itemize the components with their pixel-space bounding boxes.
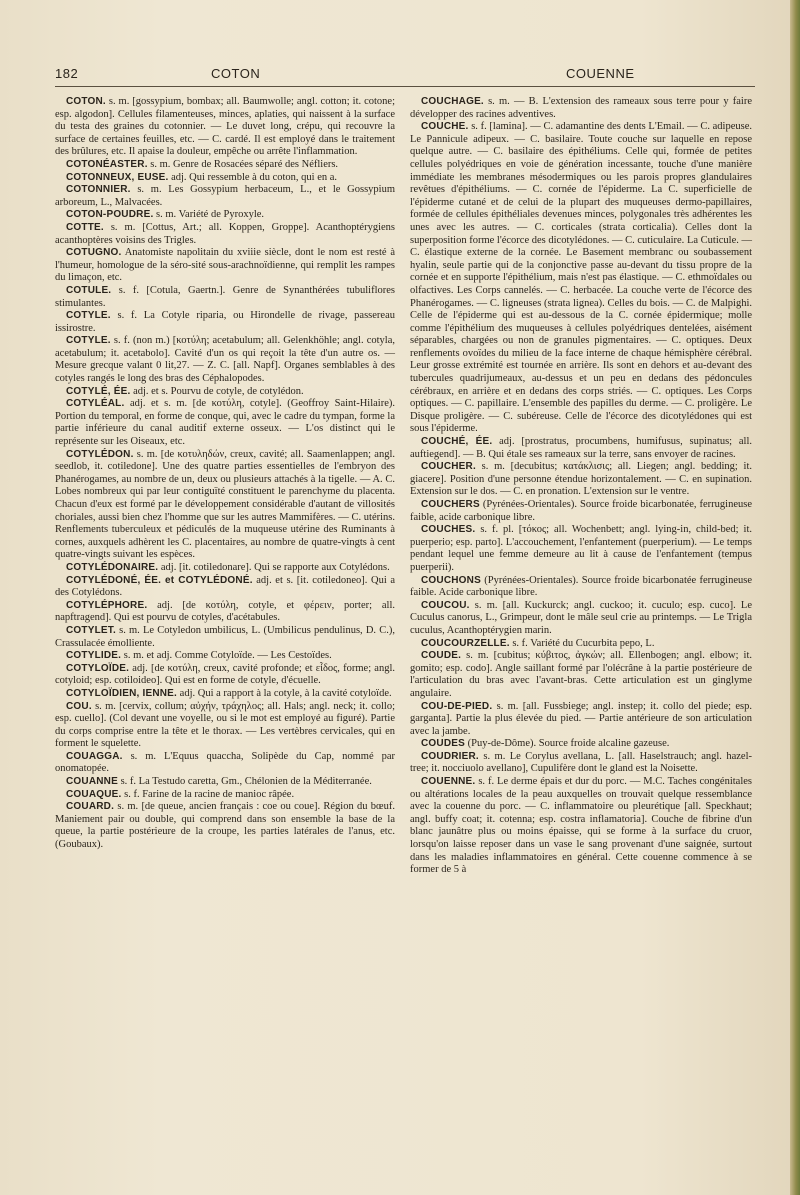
entry-headword: COUCOU. (421, 599, 470, 611)
entry-definition: s. m. Genre de Rosacées séparé des Néfliers. (147, 158, 339, 170)
entry-headword: COUAQUE. (66, 788, 122, 800)
entry-definition: s. m. [cubitus; κύβιτος, ἀγκών; all. Ellenbogen; angl. elbow; it. gomito; esp. codo]. Angle saillant formé par l'olécrâne à la partie postérieure de l'articulation du bras avec l'avant-bras. Cette articulation est un ginglyme angulaire. (410, 650, 752, 699)
dictionary-entry (55, 386, 395, 399)
entry-headword: COU. (66, 700, 92, 712)
entry-headword: COUENNE. (421, 776, 476, 788)
right-running-head: COUENNE (566, 66, 635, 81)
entry-definition: adj. et s. Pourvu de cotyle, de cotylédon. (130, 385, 304, 397)
dictionary-entry (410, 121, 752, 436)
dictionary-entry (410, 436, 752, 461)
dictionary-entry (55, 701, 395, 751)
entry-headword: COTYLÉPHORE. (66, 599, 148, 611)
entry-headword: COTON. (66, 96, 106, 107)
entry-headword: COTYLÉAL. (66, 398, 125, 410)
entry-definition: adj. Qui a rapport à la cotyle, à la cavité cotyloïde. (177, 687, 392, 699)
dictionary-entry (410, 575, 752, 600)
entry-headword: COUAGGA. (66, 750, 123, 762)
entry-definition: s. f. Farine de la racine de manioc râpée. (121, 788, 295, 800)
dictionary-entry (55, 335, 395, 385)
entry-definition: adj. Qui ressemble à du coton, qui en a. (168, 171, 338, 183)
entry-headword: COTUGNO. (66, 247, 122, 259)
dictionary-entry (55, 688, 395, 701)
entry-definition: adj. et s. m. [de κοτύλη, cotyle]. (Geoffroy Saint-Hilaire). Portion du temporal, en forme de conque, qui, avec le cadre du tympan, forme la partie inférieure du canal auditif externe osseux. — L'os distinct qui le représente sur les Oiseaux, etc. (55, 398, 395, 448)
dictionary-entry (55, 96, 395, 159)
entry-definition: s. f. La Testudo caretta, Gm., Chélonien de la Méditerranée. (117, 776, 372, 788)
entry-headword: COUCHÉ, ÉE. (421, 436, 493, 448)
entry-headword: COTTE. (66, 221, 104, 233)
dictionary-entry (410, 776, 752, 877)
entry-definition: s. m. [decubitus; κατάκλισις; all. Liegen; angl. bedding; it. giacere]. Position d'une personne étendue horizontalement. — C. en supination. Extension sur le dos. — C. en pronation. L'extension sur le ventre. (410, 461, 752, 498)
dictionary-entry (55, 449, 395, 562)
entry-headword: COTYLOÏDE. (66, 662, 130, 674)
dictionary-entry (410, 738, 752, 751)
dictionary-entry (55, 562, 395, 575)
entry-definition: adj. et s. [it. cotiledoneo]. Qui a des Cotylédons. (55, 574, 395, 599)
entry-headword: COTYLE. (66, 335, 111, 347)
entry-headword: COUDE. (421, 650, 462, 662)
entry-definition: (Puy-de-Dôme). Source froide alcaline gazeuse. (464, 738, 670, 750)
dictionary-entry (55, 222, 395, 247)
dictionary-entry (410, 461, 752, 499)
dictionary-entry (55, 650, 395, 663)
entry-headword: COTONNEUX, EUSE. (66, 171, 169, 183)
dictionary-entry (55, 600, 395, 625)
entry-definition: s. m. [cervix, collum; αὐχήν, τράχηλος; all. Hals; angl. neck; it. collo; esp. cuello]. (Col devant une voyelle, ou si le mot est employé au figuré). Partie du corps comprise entre la tête et le thorax. — Les vertèbres cervicales, qui en forment le squelette. (55, 700, 395, 750)
dictionary-entry (410, 524, 752, 574)
entry-definition: s. m. L'Equus quaccha, Solipède du Cap, nommé par onomatopée. (55, 750, 395, 775)
entry-headword: COTYLOÏDIEN, IENNE. (66, 687, 178, 699)
left-running-head: COTON (211, 66, 261, 81)
entry-definition: s. m. [de κοτυληδών, creux, cavité; all. Saamenlappen; angl. seedlob, it. cotiledone]. Une des quatre parties essentielles de l'embryon des Phanérogames, au nombre de un, deux ou plusieurs attachés à la tigelle. — A. C. Lobes nombreux qui par leur contiguïté constituent le parenchyme du placenta. Chacun d'eux est formé par le développement considérable d'autant de villosités choriales, aussi bien chez l'homme que sur les autres Mammifères. — C. utérins. Renflements tuberculeux et pédiculés de la muqueuse utérine des Ruminants à cornes, auxquels adhèrent les C. placentaires, au nombre de quatre-vingts à cent quatre-vingts suivant les espèces. (55, 448, 395, 561)
entry-definition: s. m. [all. Fussbiege; angl. instep; it. collo del piede; esp. garganta]. Partie la plus élevée du pied. — Partie antérieure de son articulation avec la jambe. (410, 700, 752, 737)
entry-headword: COUCHES. (421, 524, 476, 536)
entry-definition: s. f. Le derme épais et dur du porc. — M.C. Taches congénitales ou altérations locales de la peau auxquelles on trouvait quelque ressemblance avec la couenne du porc. — C. inflammatoire ou pleurétique [all. Speckhaut; angl. buffy coat; it. cotenna; esp. costra inflamatoria]. Couche de fibrine d'un blanc jaunâtre plus ou moins épaisse, qui se forme à la surface du cruor, lorsqu'on laisse reposer dans un vase le sang provenant d'une saignée, surtout dans les maladies inflammatoires en général. Cette couenne commence à se former de 5 à (410, 776, 752, 876)
entry-definition: s. m. Le Corylus avellana, L. [all. Haselstrauch; angl. hazel-tree; it. nocciuolo avellano], Cupulifère dont le gland est la Noisette. (410, 750, 752, 775)
entry-headword: COUDES (421, 738, 465, 750)
entry-definition: (Pyrénées-Orientales). Source froide bicarbonatée ferrugineuse faible. Acide carbonique libre. (410, 574, 752, 599)
dictionary-entry (410, 751, 752, 776)
entry-headword: COTYLET. (66, 624, 116, 636)
entry-headword: COUARD. (66, 801, 115, 813)
entry-headword: COTYLÉDONAIRE. (66, 561, 159, 573)
dictionary-entry (55, 575, 395, 600)
dictionary-entry (410, 701, 752, 739)
entry-headword: COUCHAGE. (421, 96, 484, 107)
entry-headword: COUCOURZELLE. (421, 637, 510, 649)
dictionary-entry (55, 751, 395, 776)
dictionary-entry (55, 801, 395, 851)
entry-definition: s. f. [Cotula, Gaertn.]. Genre de Synanthérées tubuliflores stimulantes. (55, 284, 395, 309)
dictionary-entry (410, 600, 752, 638)
dictionary-entry (55, 247, 395, 285)
dictionary-entry (55, 663, 395, 688)
entry-headword: COTON-POUDRE. (66, 209, 154, 221)
entry-definition: s. m. [gossypium, bombax; all. Baumwolle; angl. cotton; it. cotone; esp. algodon]. Cellules filamenteuses, minces, aplaties, qui naissent à la surface du testa des graines du cotonnier. — Le duvet long, crépu, qui recouvre la surface de certaines feuilles, etc. — C. cardé. Il est employé dans le traitement des brûlures, etc. Il apaise la douleur, empêche ou arrête l'inflammation. (55, 96, 395, 158)
entry-definition: s. f. La Cotyle riparia, ou Hirondelle de rivage, passereau issirostre. (55, 310, 395, 334)
page-number: 182 (55, 66, 79, 81)
entry-definition: (Pyrénées-Orientales). Source froide bicarbonatée, ferrugineuse faible, acide carbonique libre. (410, 499, 752, 523)
entry-definition: s. m. Le Cotyledon umbilicus, L. (Umbilicus pendulinus, D. C.), Crassulacée émolliente. (55, 624, 395, 649)
dictionary-entry (55, 285, 395, 310)
dictionary-entry (410, 638, 752, 651)
running-header (55, 66, 755, 88)
entry-headword: COUCHE. (421, 121, 469, 133)
entry-headword: COUCHERS (421, 499, 480, 510)
dictionary-entry (410, 96, 752, 121)
entry-headword: COTONÉASTER. (66, 158, 148, 170)
entry-headword: COTYLE. (66, 310, 111, 322)
entry-definition: s. f. pl. [τόκος; all. Wochenbett; angl. lying-in, child-bed; it. puerperio; esp. parto]. L'accouchement, l'enfantement (puerperium). — Le temps pendant lequel une femme demeure au lit à cause de l'enfantement (tempus puerperii). (410, 524, 752, 573)
entry-definition: s. m. et adj. Comme Cotyloïde. — Les Cestoïdes. (121, 650, 332, 662)
dictionary-entry (55, 172, 395, 185)
entry-headword: COTYLIDE. (66, 650, 122, 662)
entry-definition: s. m. Variété de Pyroxyle. (153, 209, 265, 221)
entry-definition: s. m. [Cottus, Art.; all. Koppen, Groppe]. Acanthoptérygiens acanthoptères voisins des Trigles. (55, 221, 395, 246)
entry-definition: adj. [de κοτύλη, cotyle, et φέρειν, porter; all. napftragend]. Qui est pourvu de cotyles, d'acétabules. (55, 599, 395, 624)
entry-definition: s. m. — B. L'extension des rameaux sous terre pour y faire développer des racines adventives. (410, 96, 752, 120)
entry-headword: COUDRIER. (421, 750, 479, 762)
entry-definition: s. m. Les Gossypium herbaceum, L., et le Gossypium arboreum, L., Malvacées. (55, 184, 395, 208)
dictionary-entry (410, 650, 752, 700)
entry-headword: COUCHONS (421, 574, 481, 586)
dictionary-entry (55, 789, 395, 802)
entry-definition: adj. [it. cotiledonare]. Qui se rapporte aux Cotylédons. (158, 561, 390, 573)
entry-definition: s. m. [de queue, ancien français : coe ou coue]. Région du bœuf. Maniement pair ou double, qui comprend dans son ensemble la base de la queue, la partie postérieure de la croupe, les parties latérales de l'anus, etc. (Goubaux). (55, 801, 395, 851)
entry-definition: s. f. [lamina]. — C. adamantine des dents L'Email. — C. adipeuse. Le Pannicule adipeux. — C. basilaire. Toute couche sur laquelle en repose quelque autre. — C. basilaire des épithéliums. Celle qui, formée de petites cellules polyédriques en voie de génération incessante, touche d'une manière immédiate les membranes mésodermiques ou les parois propres glandulaires revêtues d'épithéliums. — C. cornée de l'épiderme. La C. superficielle de l'épiderme cutané et de celui de la plupart des muqueuses dermo-papillaires, formée de cellules épithéliales devenues minces, polygonales très adhérentes les unes avec les autres. — C. corticales (strata corticalia). Celles dont la superposition forme l'écorce des dicotylédones. — C. cuticulaire. La Cuticule. — C. élastique externe de la cornée. Le Basement membranc ou soubassement hyalin, seule partie qui de la conjonctive passe au-devant du tissu propre de la cornée et en supporte l'épithélium, mais n'est pas élastique. — C. ethmoïdales ou olfactives. Les Corps cannelés. — C. herbacée. La couche verte de l'écorce des Phanérogames. — C. ligneuses (strata lignea). Celles du bois. — C. de Malpighi. Celle de l'épiderme qui est au-dessous de la C. cornée épidermique; molle comme l'épithélium des muqueuses à cellules polyédriques dentelées, aisément séparables, chargées ou non de granules pigmentaires. — C. optiques. Deux renflements ovoïdes du milieu de la face interne de chaque hémisphère cérébral. Leur grosse extrémité est tournée en arrière. Ils sont en dehors et au-devant des tubercules quadrijumeaux, au-dessus et un peu en dedans des pédoncules cérébraux, en arrière et en dedans des corps striés. — C. optiques. Les Corps optiques. — C. papillaire. L'ensemble des papilles du derme. — C. proligère. Le Disque proligère. — C. subéreuse. Celle de l'écorce des dicotylédones qui est sous l'épiderme. (410, 121, 752, 435)
entry-definition: s. f. (non m.) [κοτύλη; acetabulum; all. Gelenkhöhle; angl. cotyla, acetabulum; it. acetabolo]. Cavité d'un os qui reçoit la tête d'un autre os. — Mesure grecque valant 0 lit,27. — Z. C. [all. Napf]. Organes semblables à des cotyles rangés le long des bras des Céphalopodes. (55, 335, 395, 385)
dictionary-entry (55, 310, 395, 335)
dictionary-entry (55, 159, 395, 172)
entry-definition: adj. [de κοτύλη, creux, cavité profonde; et εἶδος, forme; angl. cotyloid; esp. cotiloideo]. Qui est en forme de cotyle, d'écuelle. (55, 662, 395, 687)
entry-definition: adj. [prostratus, procumbens, humifusus, supinatus; all. auftiegend]. — B. Qui étale ses rameaux sur la terre, sans envoyer de racines. (410, 436, 752, 460)
dictionary-entry (55, 398, 395, 448)
left-column (55, 96, 395, 852)
dictionary-entry (410, 499, 752, 524)
dictionary-entry (55, 776, 395, 789)
dictionary-entry (55, 184, 395, 209)
entry-headword: COTONNIER. (66, 184, 131, 196)
entry-headword: COUCHER. (421, 461, 476, 473)
dictionary-entry (55, 625, 395, 650)
entry-definition: s. f. Variété du Cucurbita pepo, L. (509, 637, 655, 649)
page-edge (790, 0, 800, 1195)
entry-definition: s. m. [all. Kuckurck; angl. cuckoo; it. cuculo; esp. cuco]. Le Cuculus canorus, L., Grimpeur, dont le mâle seul crie au printemps. — Le Trigla cuculus, Acanthoptérygien marin. (410, 599, 752, 636)
dictionary-entry (55, 209, 395, 222)
entry-definition: Anatomiste napolitain du xviiie siècle, dont le nom est resté à l'humeur, homologue de la séro-sité sous-arachnoïdienne, qui remplit les rampes du limaçon, etc. (55, 247, 395, 284)
entry-headword: COU-DE-PIED. (421, 700, 493, 712)
entry-headword: COTYLÉDON. (66, 448, 134, 460)
header-rule (55, 86, 755, 87)
entry-headword: COUANNE (66, 776, 118, 788)
entry-headword: COTYLÉDONÉ, ÉE. et COTYLÉDONÉ. (66, 574, 253, 586)
right-column (410, 96, 752, 877)
entry-headword: COTYLÉ, ÉE. (66, 385, 131, 397)
entry-headword: COTULE. (66, 284, 112, 296)
